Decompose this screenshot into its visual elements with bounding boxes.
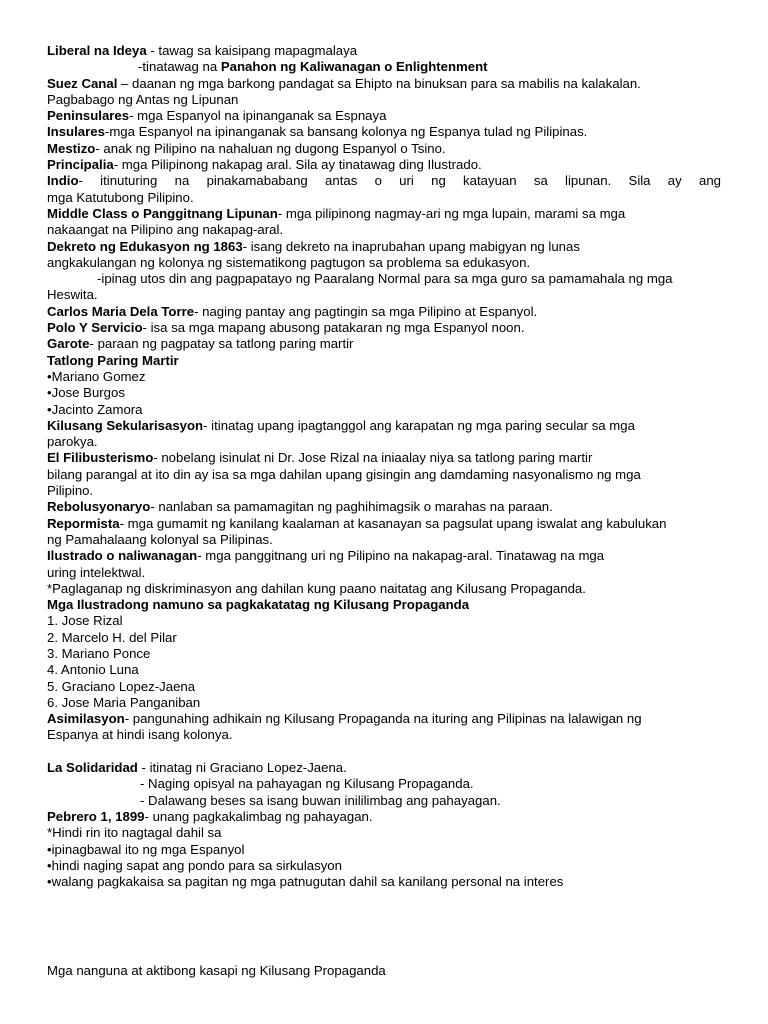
- note-hindi-nagtagal: *Hindi rin ito nagtagal dahil sa: [47, 825, 222, 841]
- entry-peninsulares: [47, 108, 721, 124]
- entry-polo-y-servicio: [47, 320, 721, 336]
- entry-principalia: [47, 157, 721, 173]
- definition: - anak ng Pilipino na nahaluan ng dugong Espanyol o Tsino.: [95, 140, 446, 156]
- term: Principalia: [47, 157, 114, 173]
- entry-mestizo: [47, 141, 721, 157]
- entry-la-solidaridad-note: - Naging opisyal na pahayagan ng Kilusang Propaganda.: [140, 776, 474, 792]
- section-heading-martir: Tatlong Paring Martir: [47, 352, 179, 368]
- entry-la-solidaridad: [47, 760, 721, 776]
- definition: - mga Pilipinong nakapag aral. Sila ay tinatawag ding Ilustrado.: [113, 157, 482, 173]
- entry-la-solidaridad-note: - Dalawang beses sa isang buwan inililimbag ang pahayagan.: [140, 792, 501, 808]
- definition: - pangunahing adhikain ng Kilusang Propaganda na ituring ang Pilipinas na lalawigan ng: [124, 711, 642, 727]
- entry-middle-class-cont: nakaangat na Pilipino ang nakapag-aral.: [47, 222, 284, 238]
- entry-pebrero: [47, 809, 721, 825]
- definition: - nobelang isinulat ni Dr. Jose Rizal na iniaalay niya sa tatlong paring martir: [153, 450, 593, 466]
- entry-dekreto-note: -ipinag utos din ang pagpapatayo ng Paaralang Normal para sa mga guro sa pamamahala ng mga: [97, 271, 673, 287]
- term: Asimilasyon: [47, 711, 125, 727]
- entry-indio-cont: mga Katutubong Pilipino.: [47, 189, 194, 205]
- definition: - tawag sa kaisipang mapagmalaya: [146, 43, 358, 58]
- entry-enlightenment: [47, 59, 721, 75]
- section-heading-ilustrado-leaders: Mga Ilustradong namuno sa pagkakatatag ng Kilusang Propaganda: [47, 597, 470, 613]
- definition: - mga Espanyol na ipinanganak sa Espnaya: [129, 108, 387, 124]
- term: Rebolusyonaryo: [47, 499, 151, 515]
- definition: -mga Espanyol na ipinanganak sa bansang kolonya ng Espanya tulad ng Pilipinas.: [104, 124, 588, 140]
- term: Panahon ng Kaliwanagan o Enlightenment: [220, 59, 488, 75]
- blank-line: [47, 744, 721, 760]
- definition: - mga gumamit ng kanilang kaalaman at kasanayan sa pagsulat upang iswalat ang kabulukan: [119, 515, 667, 531]
- term: Repormista: [47, 515, 120, 531]
- term: Insulares: [47, 124, 105, 140]
- entry-middle-class: [47, 206, 721, 222]
- list-item-reason: • walang pagkakaisa sa pagitan ng mga patnugutan dahil sa kanilang personal na interes: [47, 874, 721, 890]
- term: Garote: [47, 336, 90, 352]
- section-heading-footer: Mga nanguna at aktibong kasapi ng Kilusang Propaganda: [47, 963, 386, 978]
- entry-dekreto-cont: angkakulangan ng kolonya ng sistematikong pagtugon sa problema sa edukasyon.: [47, 254, 531, 270]
- definition: - isang dekreto na inaprubahan upang mabigyan ng lunas: [242, 238, 580, 254]
- definition: - naging pantay ang pagtingin sa mga Pilipino at Espanyol.: [194, 303, 538, 319]
- term: Liberal na Ideya: [47, 43, 147, 58]
- definition: – daanan ng mga barkong pandagat sa Ehipto na binuksan para sa mabilis na kalakalan.: [117, 75, 641, 91]
- list-item-martyr: • Jose Burgos: [47, 385, 721, 401]
- list-item-leader: 3. Mariano Ponce: [47, 645, 151, 661]
- list-item-leader: 1. Jose Rizal: [47, 613, 123, 629]
- list-item-leader: 2. Marcelo H. del Pilar: [47, 629, 177, 645]
- term: Suez Canal: [47, 75, 118, 91]
- definition: - mga pilipinong nagmay-ari ng mga lupain, marami sa mga: [277, 205, 626, 221]
- entry-rebolusyonaryo: [47, 499, 721, 515]
- term: Carlos Maria Dela Torre: [47, 303, 195, 319]
- definition: - mga panggitnang uri ng Pilipino na nakapag-aral. Tinatawag na mga: [197, 548, 605, 564]
- term: Dekreto ng Edukasyon ng 1863: [47, 238, 243, 254]
- definition: - itinatag ni Graciano Lopez-Jaena.: [137, 760, 347, 776]
- term: Kilusang Sekularisasyon: [47, 417, 204, 433]
- term: Pebrero 1, 1899: [47, 808, 145, 824]
- entry-dekreto-note-cont: Heswita.: [47, 287, 98, 303]
- list-item-martyr: • Mariano Gomez: [47, 369, 721, 385]
- definition: - isa sa mga mapang abusong patakaran ng mga Espanyol noon.: [142, 320, 525, 336]
- list-item-reason: • hindi naging sapat ang pondo para sa sirkulasyon: [47, 858, 721, 874]
- list-item-leader: 6. Jose Maria Panganiban: [47, 694, 201, 710]
- entry-repormista: [47, 516, 721, 532]
- entry-suez-canal: [47, 76, 721, 92]
- entry-el-filibusterismo: [47, 450, 721, 466]
- entry-repormista-cont: ng Pamahalaang kolonyal sa Pilipinas.: [47, 531, 273, 547]
- term: Indio: [47, 173, 79, 189]
- term: Ilustrado o naliwanagan: [47, 548, 198, 564]
- list-item-martyr: • Jacinto Zamora: [47, 402, 721, 418]
- entry-garote: [47, 336, 721, 352]
- entry-ilustrado-cont: uring intelektwal.: [47, 564, 146, 580]
- entry-el-filibusterismo-cont: bilang parangal at ito din ay isa sa mga dahilan upang gisingin ang damdaming nasyonalismo ng mga: [47, 466, 641, 482]
- entry-indio: [47, 173, 721, 189]
- entry-ilustrado: [47, 548, 721, 564]
- note-diskriminasyon: *Paglaganap ng diskriminasyon ang dahilan kung paano naitatag ang Kilusang Propaganda.: [47, 580, 586, 596]
- document-body: [47, 43, 721, 890]
- prefix: -tinatawag na: [138, 59, 221, 75]
- entry-asimilasyon: [47, 711, 721, 727]
- term: La Solidaridad: [47, 760, 138, 776]
- entry-asimilasyon-cont: Espanya at hindi isang kolonya.: [47, 727, 233, 743]
- definition: - nanlaban sa pamamagitan ng paghihimagsik o marahas na paraan.: [150, 499, 553, 515]
- definition: - paraan ng pagpatay sa tatlong paring martir: [89, 336, 354, 352]
- list-item-leader: 4. Antonio Luna: [47, 662, 139, 678]
- list-item-reason: • ipinagbawal ito ng mga Espanyol: [47, 842, 721, 858]
- entry-insulares: [47, 124, 721, 140]
- definition: - unang pagkakalimbag ng pahayagan.: [144, 808, 373, 824]
- definition: - itinuturing na pinakamababang antas o uri ng katayuan sa lipunan. Sila ay ang: [78, 173, 721, 189]
- term: El Filibusterismo: [47, 450, 154, 466]
- entry-sekularisasyon-cont: parokya.: [47, 434, 98, 450]
- definition: - itinatag upang ipagtanggol ang karapatan ng mga paring secular sa mga: [203, 417, 635, 433]
- entry-el-filibusterismo-cont2: Pilipino.: [47, 483, 94, 499]
- term: Mestizo: [47, 140, 96, 156]
- entry-dela-torre: [47, 304, 721, 320]
- entry-dekreto: [47, 239, 721, 255]
- entry-sekularisasyon: [47, 418, 721, 434]
- term: Polo Y Servicio: [47, 320, 143, 336]
- section-heading-antas: Pagbabago ng Antas ng Lipunan: [47, 91, 239, 107]
- entry-liberal-na-ideya: [47, 43, 721, 59]
- term: Middle Class o Panggitnang Lipunan: [47, 205, 278, 221]
- list-item-leader: 5. Graciano Lopez-Jaena: [47, 678, 196, 694]
- term: Peninsulares: [47, 108, 130, 124]
